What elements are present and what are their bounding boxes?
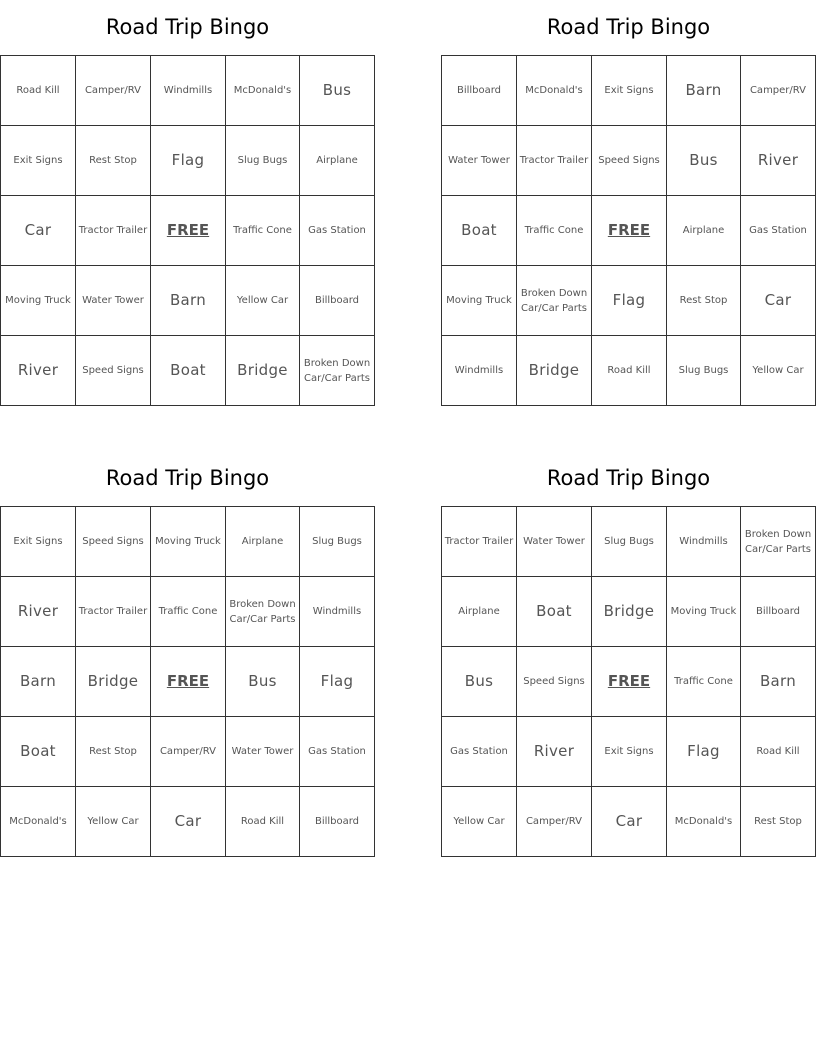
bingo-cell[interactable]: Tractor Trailer: [517, 126, 592, 196]
free-space-cell[interactable]: FREE: [151, 647, 226, 717]
bingo-cell[interactable]: Airplane: [667, 196, 741, 266]
bingo-cell[interactable]: Flag: [667, 717, 741, 787]
bingo-cell[interactable]: Boat: [1, 717, 76, 787]
bingo-cell[interactable]: Speed Signs: [76, 336, 151, 406]
card-title: Road Trip Bingo: [546, 15, 711, 39]
bingo-cell[interactable]: Windmills: [300, 577, 375, 647]
bingo-cell[interactable]: Yellow Car: [442, 787, 517, 857]
bingo-cell[interactable]: Bridge: [226, 336, 300, 406]
bingo-cell[interactable]: Windmills: [442, 336, 517, 406]
bingo-cell[interactable]: Broken Down Car/Car Parts: [517, 266, 592, 336]
bingo-cell[interactable]: Yellow Car: [226, 266, 300, 336]
bingo-cell[interactable]: Windmills: [151, 56, 226, 126]
card-title: Road Trip Bingo: [105, 466, 270, 490]
bingo-cell[interactable]: Billboard: [300, 266, 375, 336]
bingo-cell[interactable]: Car: [741, 266, 816, 336]
bingo-cell[interactable]: Water Tower: [226, 717, 300, 787]
bingo-cell[interactable]: Airplane: [226, 507, 300, 577]
bingo-cell[interactable]: Speed Signs: [592, 126, 667, 196]
bingo-cell[interactable]: River: [517, 717, 592, 787]
bingo-grid: [441, 55, 816, 406]
bingo-cell[interactable]: Exit Signs: [1, 126, 76, 196]
bingo-cell[interactable]: Gas Station: [741, 196, 816, 266]
free-space-cell[interactable]: FREE: [592, 647, 667, 717]
bingo-cell[interactable]: Broken Down Car/Car Parts: [226, 577, 300, 647]
bingo-cell[interactable]: Gas Station: [442, 717, 517, 787]
bingo-cell[interactable]: Barn: [667, 56, 741, 126]
bingo-cell[interactable]: Traffic Cone: [151, 577, 226, 647]
bingo-cell[interactable]: Car: [1, 196, 76, 266]
bingo-cell[interactable]: Road Kill: [592, 336, 667, 406]
bingo-cell[interactable]: Tractor Trailer: [76, 196, 151, 266]
bingo-card-3: [0, 451, 375, 857]
bingo-cell[interactable]: Airplane: [300, 126, 375, 196]
bingo-cell[interactable]: Slug Bugs: [592, 507, 667, 577]
bingo-cell[interactable]: Traffic Cone: [667, 647, 741, 717]
bingo-cell[interactable]: Car: [592, 787, 667, 857]
bingo-cell[interactable]: Moving Truck: [151, 507, 226, 577]
bingo-cell[interactable]: McDonald's: [226, 56, 300, 126]
bingo-cell[interactable]: Slug Bugs: [226, 126, 300, 196]
bingo-cell[interactable]: Road Kill: [226, 787, 300, 857]
free-space-cell[interactable]: FREE: [592, 196, 667, 266]
bingo-cell[interactable]: Barn: [151, 266, 226, 336]
bingo-cell[interactable]: Bus: [226, 647, 300, 717]
bingo-cell[interactable]: Rest Stop: [76, 717, 151, 787]
bingo-cell[interactable]: Exit Signs: [592, 717, 667, 787]
bingo-cell[interactable]: River: [1, 336, 76, 406]
bingo-cell[interactable]: Moving Truck: [1, 266, 76, 336]
bingo-cell[interactable]: Traffic Cone: [226, 196, 300, 266]
card-title: Road Trip Bingo: [546, 466, 711, 490]
bingo-cell[interactable]: Flag: [592, 266, 667, 336]
bingo-cell[interactable]: Rest Stop: [667, 266, 741, 336]
bingo-cell[interactable]: Camper/RV: [151, 717, 226, 787]
bingo-cell[interactable]: Traffic Cone: [517, 196, 592, 266]
bingo-cell[interactable]: Camper/RV: [741, 56, 816, 126]
bingo-cell[interactable]: Bridge: [517, 336, 592, 406]
bingo-cell[interactable]: Moving Truck: [667, 577, 741, 647]
bingo-cell[interactable]: Camper/RV: [76, 56, 151, 126]
bingo-cell[interactable]: Bridge: [592, 577, 667, 647]
bingo-cell[interactable]: Bus: [442, 647, 517, 717]
bingo-grid: [441, 506, 816, 857]
bingo-cell[interactable]: Flag: [151, 126, 226, 196]
bingo-cell[interactable]: Billboard: [300, 787, 375, 857]
bingo-cell[interactable]: Car: [151, 787, 226, 857]
bingo-cell[interactable]: McDonald's: [517, 56, 592, 126]
card-title: Road Trip Bingo: [105, 15, 270, 39]
bingo-cell[interactable]: Tractor Trailer: [76, 577, 151, 647]
bingo-cell[interactable]: Broken Down Car/Car Parts: [300, 336, 375, 406]
bingo-cell[interactable]: Bus: [667, 126, 741, 196]
bingo-cell[interactable]: Speed Signs: [76, 507, 151, 577]
free-space-cell[interactable]: FREE: [151, 196, 226, 266]
bingo-cell[interactable]: Speed Signs: [517, 647, 592, 717]
bingo-cell[interactable]: Tractor Trailer: [442, 507, 517, 577]
bingo-cell[interactable]: River: [1, 577, 76, 647]
bingo-cell[interactable]: Billboard: [741, 577, 816, 647]
bingo-cell[interactable]: Moving Truck: [442, 266, 517, 336]
bingo-cell[interactable]: Barn: [741, 647, 816, 717]
bingo-card-1: [0, 0, 375, 406]
bingo-cell[interactable]: Exit Signs: [1, 507, 76, 577]
bingo-cell[interactable]: Road Kill: [741, 717, 816, 787]
bingo-cell[interactable]: McDonald's: [1, 787, 76, 857]
bingo-cell[interactable]: Windmills: [667, 507, 741, 577]
bingo-cell[interactable]: Boat: [442, 196, 517, 266]
bingo-cell[interactable]: Boat: [151, 336, 226, 406]
bingo-cell[interactable]: Gas Station: [300, 717, 375, 787]
bingo-cell[interactable]: McDonald's: [667, 787, 741, 857]
bingo-cell[interactable]: Gas Station: [300, 196, 375, 266]
bingo-card-2: [441, 0, 816, 406]
bingo-cell[interactable]: Billboard: [442, 56, 517, 126]
bingo-cell[interactable]: Barn: [1, 647, 76, 717]
bingo-cell[interactable]: Water Tower: [442, 126, 517, 196]
bingo-card-4: [441, 451, 816, 857]
bingo-cell[interactable]: Boat: [517, 577, 592, 647]
bingo-cell[interactable]: Flag: [300, 647, 375, 717]
bingo-cell[interactable]: Water Tower: [76, 266, 151, 336]
bingo-cell[interactable]: Bus: [300, 56, 375, 126]
bingo-cell[interactable]: River: [741, 126, 816, 196]
bingo-grid: [0, 55, 375, 406]
bingo-cell[interactable]: Airplane: [442, 577, 517, 647]
bingo-cell[interactable]: Yellow Car: [741, 336, 816, 406]
bingo-cell[interactable]: Rest Stop: [76, 126, 151, 196]
bingo-cell[interactable]: Bridge: [76, 647, 151, 717]
bingo-cell[interactable]: Road Kill: [1, 56, 76, 126]
bingo-cell[interactable]: Rest Stop: [741, 787, 816, 857]
bingo-grid: [0, 506, 375, 857]
bingo-cell[interactable]: Broken Down Car/Car Parts: [741, 507, 816, 577]
bingo-cell[interactable]: Water Tower: [517, 507, 592, 577]
bingo-cell[interactable]: Slug Bugs: [667, 336, 741, 406]
bingo-cell[interactable]: Camper/RV: [517, 787, 592, 857]
bingo-cell[interactable]: Exit Signs: [592, 56, 667, 126]
bingo-cell[interactable]: Yellow Car: [76, 787, 151, 857]
bingo-cell[interactable]: Slug Bugs: [300, 507, 375, 577]
